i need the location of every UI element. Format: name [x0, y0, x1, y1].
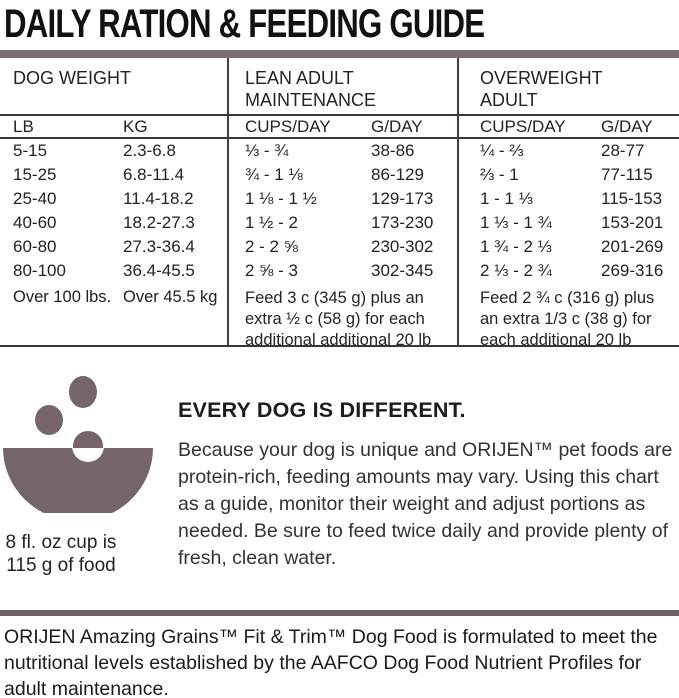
cup-caption-line1: 8 fl. oz cup is: [5, 532, 117, 553]
group-header-label: LEAN ADULT MAINTENANCE: [245, 68, 377, 110]
table-row: [229, 163, 457, 187]
table-row: [459, 139, 679, 163]
cell-lean-cups: 2 ⅝ - 3: [245, 261, 298, 280]
kibble-left-icon: [35, 405, 63, 435]
col-header-grams: G/DAY: [371, 116, 423, 136]
cell-lb: 80-100: [13, 261, 66, 280]
table-row: [459, 235, 679, 259]
cell-kg: 11.4-18.2: [123, 189, 194, 208]
col-header-kg: KG: [123, 116, 148, 136]
table-row: [0, 259, 227, 283]
cup-caption-line2: 115 g of food: [6, 555, 116, 576]
feeding-table: [0, 58, 679, 347]
cell-lean-cups: 1 ⅛ - 1 ½: [245, 189, 317, 208]
table-row: [0, 187, 227, 211]
table-row: [459, 211, 679, 235]
cell-kg: 27.3-36.4: [123, 237, 195, 256]
cell-lean-grams: 129-173: [371, 189, 434, 208]
table-row: [459, 163, 679, 187]
table-row-over-100: [229, 283, 457, 349]
group-header-label: DOG WEIGHT: [13, 68, 131, 88]
footer-text: ORIJEN Amazing Grains™ Fit & Trim™ Dog Food is formulated to meet the nutritional levels established by the AAFCO Dog Food Nutrient Profiles for adult maintenance.: [4, 626, 658, 698]
cell-ow-cups: 1 - 1 ⅓: [480, 189, 533, 208]
overweight-feed-note: Feed 2 ¾ c (316 g) plus an extra 1/3 c (38 g) for each additional 20 lb: [480, 289, 655, 349]
column-group-overweight-adult: [457, 58, 679, 349]
info-heading: EVERY DOG IS DIFFERENT.: [178, 398, 466, 422]
cup-caption: [0, 531, 122, 577]
cell-lean-cups: ¾ - 1 ⅛: [245, 165, 303, 184]
cell-ow-cups: 1 ¾ - 2 ⅓: [480, 237, 552, 256]
cell-ow-grams: 115-153: [601, 189, 663, 208]
table-row: [229, 187, 457, 211]
cell-lb: 25-40: [13, 189, 57, 208]
table-row: [459, 187, 679, 211]
col-header-cups: CUPS/DAY: [245, 116, 331, 136]
cell-ow-cups: 1 ⅓ - 1 ¾: [480, 213, 552, 232]
cell-lb: 5-15: [13, 141, 48, 160]
cell-kg: 18.2-27.3: [123, 213, 195, 232]
info-body: Because your dog is unique and ORIJEN™ pet foods are protein-rich, feeding amounts may vary. Using this chart as a guide, monitor their weight and adjust portions as needed. Be sure to feed twice daily and provide plenty of fresh, clean water.: [178, 439, 673, 569]
col-header-cups: CUPS/DAY: [480, 116, 566, 136]
group-header-label: OVERWEIGHT ADULT: [480, 68, 603, 110]
cell-lean-grams: 86-129: [371, 165, 424, 184]
table-row: [229, 259, 457, 283]
subheader-row: [459, 114, 679, 139]
table-row: [0, 235, 227, 259]
cell-lean-grams: 302-345: [371, 261, 434, 280]
cell-kg: 6.8-11.4: [123, 165, 185, 184]
cell-lb: 15-25: [13, 165, 57, 184]
cell-kg: 36.4-45.5: [123, 261, 195, 280]
cell-kg: 2.3-6.8: [123, 141, 176, 160]
cup-kibble-icon: [3, 373, 158, 521]
cell-lean-grams: 230-302: [371, 237, 434, 256]
cell-ow-cups: ⅔ - 1: [480, 165, 519, 184]
table-row-over-100: [459, 283, 679, 349]
group-header-dog-weight: [0, 58, 227, 114]
cell-ow-cups: ¼ - ⅔: [480, 141, 524, 160]
col-header-grams: G/DAY: [601, 116, 653, 136]
cell-kg-over: Over 45.5 kg: [123, 288, 218, 306]
cell-lean-grams: 173-230: [371, 213, 434, 232]
cell-ow-grams: 153-201: [601, 213, 664, 232]
cell-ow-grams: 201-269: [601, 237, 664, 256]
table-top-bar: [0, 50, 679, 58]
group-header-lean-adult: [229, 58, 457, 114]
subheader-row: [0, 114, 227, 139]
cell-lean-grams: 38-86: [371, 141, 415, 160]
table-row: [0, 211, 227, 235]
bowl-shape: [3, 448, 153, 521]
cell-lb: 40-60: [13, 213, 57, 232]
col-header-lb: LB: [13, 116, 34, 136]
lean-feed-note: Feed 3 c (345 g) plus an extra ½ c (58 g) for each additional additional 20 lb: [245, 289, 432, 349]
column-group-lean-adult: [227, 58, 457, 349]
page-title: DAILY RATION & FEEDING GUIDE: [4, 2, 485, 46]
table-row: [0, 139, 227, 163]
table-row: [459, 259, 679, 283]
footer-divider-bar: [0, 610, 679, 616]
cell-lean-cups: ⅓ - ¾: [245, 141, 289, 160]
table-row: [229, 211, 457, 235]
cell-ow-grams: 28-77: [601, 141, 645, 160]
cell-lb-over: Over 100 lbs.: [13, 288, 112, 306]
table-row: [0, 163, 227, 187]
column-group-dog-weight: [0, 58, 227, 345]
cell-lb: 60-80: [13, 237, 57, 256]
group-header-overweight-adult: [459, 58, 679, 114]
kibble-top-icon: [69, 376, 97, 408]
table-row-over-100: [0, 283, 227, 345]
cell-lean-cups: 1 ½ - 2: [245, 213, 298, 232]
cell-ow-cups: 2 ⅓ - 2 ¾: [480, 261, 552, 280]
cup-illustration: [3, 373, 158, 521]
subheader-row: [229, 114, 457, 139]
info-block: [178, 398, 678, 572]
cell-ow-grams: 77-115: [601, 165, 653, 184]
cell-lean-cups: 2 - 2 ⅝: [245, 237, 298, 256]
cell-ow-grams: 269-316: [601, 261, 664, 280]
table-row: [229, 235, 457, 259]
table-row: [229, 139, 457, 163]
